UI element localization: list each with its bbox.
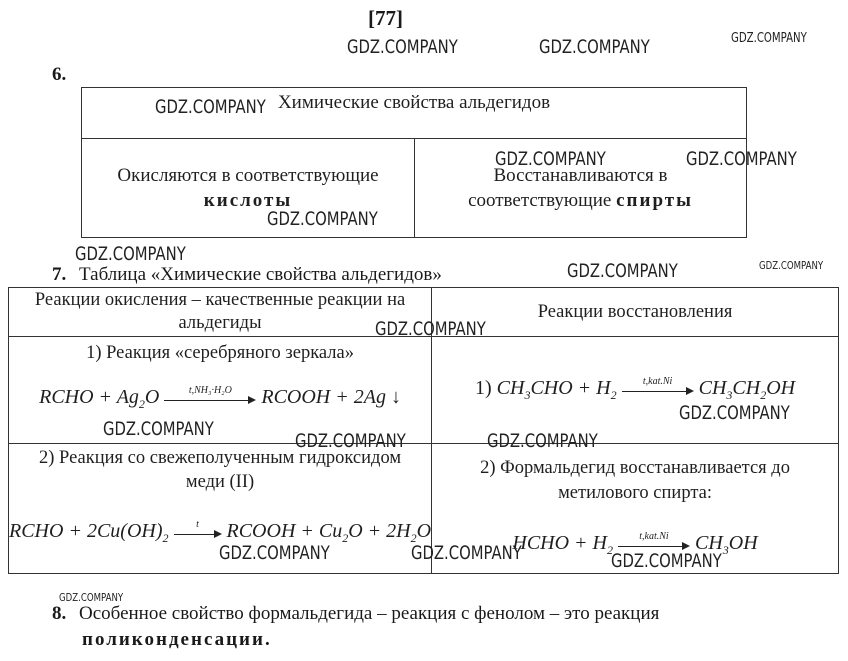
reaction-arrow	[622, 376, 694, 398]
task8-text: Особенное свойство формальдегида – реакция с фенолом – это реакция	[79, 603, 660, 624]
eq-part: RCHO + 2Cu(OH)	[9, 520, 163, 542]
watermark: GDZ.COMPANY	[611, 550, 722, 572]
watermark: GDZ.COMPANY	[759, 259, 824, 272]
task7-number: 7.	[52, 264, 67, 285]
copper-hydroxide-equation: RCHO + $2Cu(OH)_2$ t RCOOH + $Cu_2O + 2H_2O$	[9, 519, 432, 545]
reduction-text2	[415, 188, 746, 213]
silver-mirror-equation	[9, 386, 431, 412]
header-oxidation: Реакции окисления – качественные реакции на альдегиды	[9, 288, 432, 337]
watermark: GDZ.COMPANY	[219, 542, 330, 564]
eq-part: O	[144, 386, 160, 408]
arrow-condition: t,kat.Ni	[642, 376, 673, 388]
task6-number: 6.	[52, 64, 67, 85]
eq-part: CH	[496, 377, 525, 399]
task7-caption-row	[52, 264, 442, 286]
watermark: GDZ.COMPANY	[679, 402, 790, 424]
eq-part: CH	[695, 532, 723, 554]
formaldehyde-reduction-title: 2) Формальдегид восстанавливается до метилового спирта:	[480, 458, 790, 503]
arrow-condition: t,NH₃·H₂O	[188, 385, 232, 397]
eq-part: RCOOH + Cu	[226, 520, 343, 542]
task8-block	[52, 601, 659, 653]
eq-number: 1)	[474, 377, 492, 399]
task7-caption: Таблица «Химические свойства альдегидов»	[79, 264, 442, 285]
reduction-bold: спирты	[616, 190, 693, 211]
silver-mirror-title: 1) Реакция «серебряного зеркала»	[86, 343, 354, 363]
eq-part: CH	[698, 377, 727, 399]
watermark: GDZ.COMPANY	[295, 430, 406, 452]
watermark: GDZ.COMPANY	[155, 96, 266, 118]
page-number: [77]	[368, 6, 403, 30]
watermark: GDZ.COMPANY	[59, 591, 124, 604]
arrow-condition: t	[196, 519, 199, 531]
reduction-1-equation: 1) $CH_3CHO + H_2$ t,kat.Ni $CH_3CH_2OH$	[474, 376, 796, 402]
watermark: GDZ.COMPANY	[75, 243, 186, 265]
header-reduction: Реакции восстановления	[432, 288, 839, 337]
eq-part: HCHO + H	[512, 532, 607, 554]
watermark: GDZ.COMPANY	[347, 36, 458, 58]
reduction-cell	[415, 139, 747, 238]
reaction-arrow	[174, 519, 222, 541]
reaction-arrow	[164, 385, 256, 407]
oxidation-text: Окисляются в соответствующие	[117, 165, 379, 186]
eq-part: RCHO + Ag	[39, 386, 139, 408]
formaldehyde-reduction-equation: HCHO + $H_2$ t,kat.Ni $CH_3OH$	[512, 531, 758, 557]
watermark: GDZ.COMPANY	[686, 148, 797, 170]
arrow-condition: t,kat.Ni	[639, 531, 669, 543]
eq-part: OH	[728, 532, 758, 554]
watermark: GDZ.COMPANY	[375, 318, 486, 340]
eq-part: RCOOH + 2Ag ↓	[261, 386, 401, 408]
silver-mirror-cell	[9, 337, 432, 444]
watermark: GDZ.COMPANY	[567, 260, 678, 282]
table-title: Химические свойства альдегидов	[82, 88, 747, 139]
watermark: GDZ.COMPANY	[103, 418, 214, 440]
watermark: GDZ.COMPANY	[539, 36, 650, 58]
oxidation-cell	[82, 139, 415, 238]
reduction-1-cell	[432, 337, 839, 444]
copper-hydroxide-title: 2) Реакция со свежеполученным гидроксидом меди (II)	[39, 448, 402, 492]
watermark: GDZ.COMPANY	[495, 148, 606, 170]
reduction-text2-a: соответствующие	[468, 190, 612, 211]
eq-sub: 2	[138, 397, 145, 411]
reduction-text: Восстанавливаются в	[493, 165, 668, 186]
watermark: GDZ.COMPANY	[267, 208, 378, 230]
task8-number: 8.	[52, 603, 67, 624]
aldehyde-properties-table	[81, 87, 747, 238]
watermark: GDZ.COMPANY	[411, 542, 522, 564]
watermark: GDZ.COMPANY	[731, 31, 807, 46]
oxidation-bold: кислоты	[203, 190, 293, 211]
task8-bold: поликонденсации.	[82, 629, 272, 650]
watermark: GDZ.COMPANY	[487, 430, 598, 452]
